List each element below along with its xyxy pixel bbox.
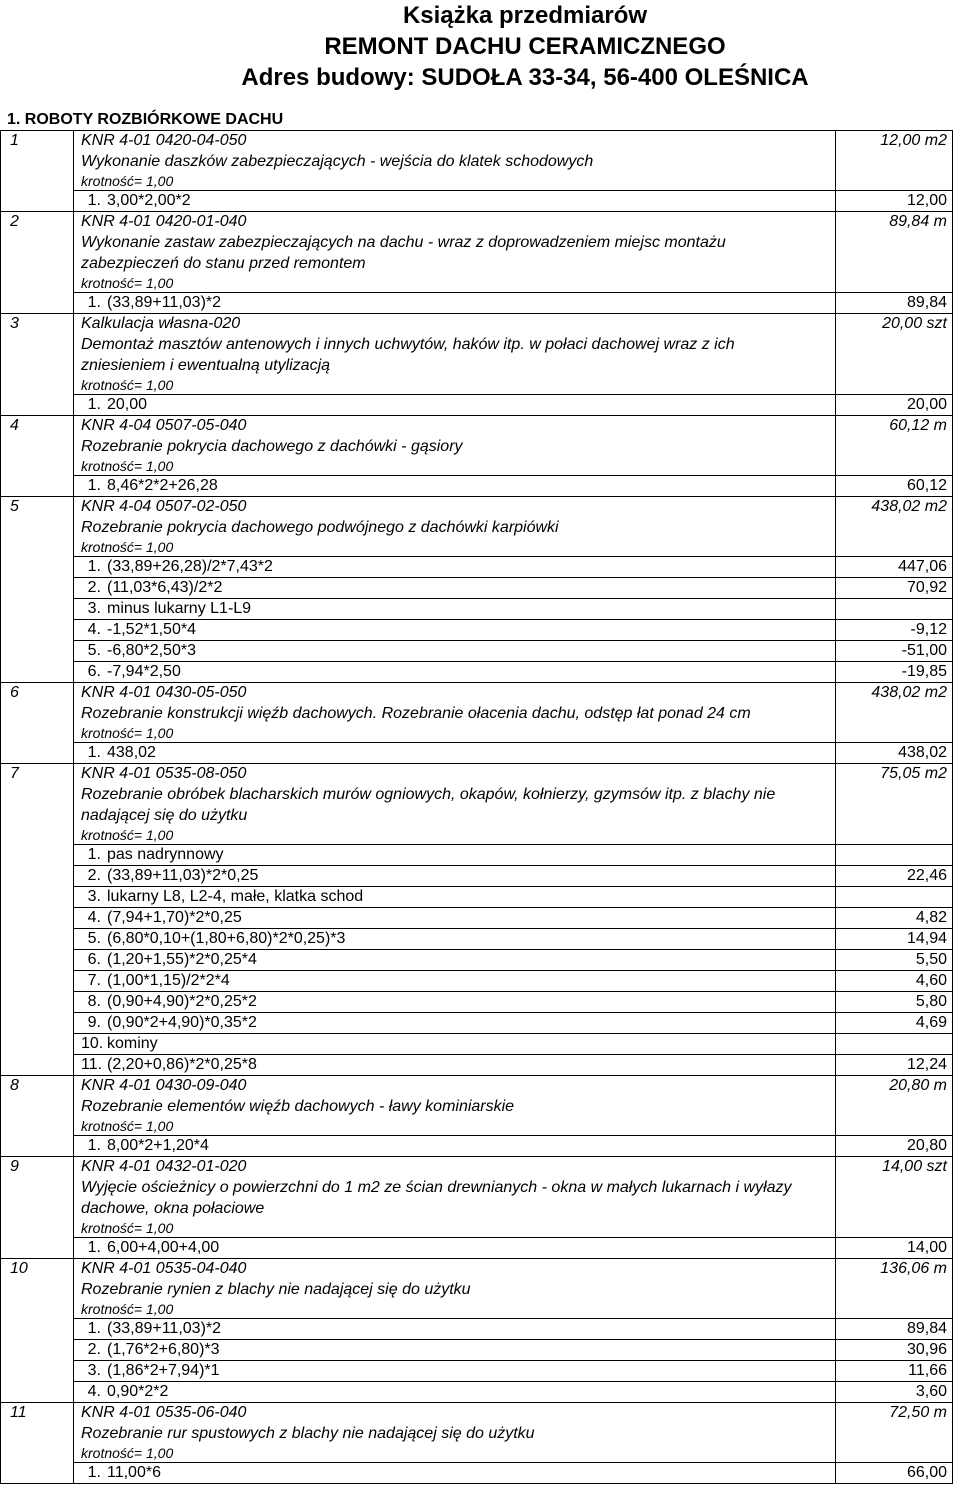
calc-value: 20,00 [906,396,947,413]
table-border [0,764,1,1075]
calc-value: 4,60 [915,972,947,989]
document-title [180,0,870,93]
calc-formula: pas nadrynnowy [107,846,224,863]
calc-row [73,598,953,619]
calc-index: 3. [87,600,101,617]
calc-formula: 6,00+4,00+4,00 [107,1239,220,1256]
item-description: Rozebranie pokrycia dachowego podwójnego z dachówki karpiówki [81,519,559,536]
item-header-row [0,1259,953,1279]
calc-index: 1. [87,1464,101,1481]
calc-row [73,475,953,496]
calc-index: 7. [87,972,101,989]
calc-row [73,991,953,1012]
calc-row [73,1033,953,1054]
item-code: KNR 4-01 0430-05-050 [81,684,247,701]
calc-formula: (1,00*1,15)/2*2*4 [107,972,230,989]
table-border [0,1259,1,1402]
calc-index: 1. [87,744,101,761]
title-line-3: Adres budowy: SUDOŁA 33-34, 56-400 OLEŚNICA [241,64,809,91]
calc-value: 14,94 [906,930,947,947]
calc-row [73,1360,953,1381]
calc-value: 12,00 [906,192,947,209]
item-code: KNR 4-04 0507-05-040 [81,417,247,434]
calc-index: 3. [87,888,101,905]
calc-formula: (33,89+11,03)*2*0,25 [107,867,259,884]
calc-index: 1. [87,1239,101,1256]
item-description: Rozebranie pokrycia dachowego z dachówki - gąsiory [81,438,463,455]
item-header-row [0,497,953,517]
calc-value: 89,84 [906,1320,947,1337]
calc-formula: 11,00*6 [107,1464,161,1481]
calc-value: 447,06 [898,558,947,575]
estimate-item [0,1156,953,1258]
calc-index: 2. [87,867,101,884]
item-header-row [0,416,953,436]
calc-row [73,1237,953,1258]
calc-formula: (2,20+0,86)*2*0,25*8 [107,1056,257,1073]
item-total: 20,00 szt [882,315,947,332]
calc-row [73,619,953,640]
item-description: Wykonanie zastaw zabezpieczających na dachu - wraz z doprowadzeniem miejsc montażu zabezpieczeń do stanu przed remontem [81,234,726,272]
calc-index: 1. [87,558,101,575]
item-description: Rozebranie obróbek blacharskich murów ogniowych, okapów, kołnierzy, gzymsów itp. z blachy nie nadającej się do użytku [81,786,776,824]
calc-value: 14,00 [906,1239,947,1256]
estimate-item [0,1258,953,1402]
estimate-item [0,211,953,313]
item-multiplier: krotność= 1,00 [81,539,174,555]
item-code: KNR 4-01 0420-04-050 [81,132,247,149]
calc-row [73,394,953,415]
calc-row [73,640,953,661]
item-total: 12,00 m2 [880,132,947,149]
calc-formula: (33,89+11,03)*2 [107,294,222,311]
calc-formula: (0,90+4,90)*2*0,25*2 [107,993,257,1010]
item-description: Rozebranie elementów więźb dachowych - ławy kominiarskie [81,1098,515,1115]
calc-row [73,1054,953,1075]
item-header-row [0,683,953,703]
item-total: 136,06 m [880,1260,947,1277]
table-border [0,497,1,682]
item-number: 3 [10,315,19,332]
calc-value: 20,80 [906,1137,947,1154]
title-line-1: Książka przedmiarów [402,2,648,29]
section-heading: 1. ROBOTY ROZBIÓRKOWE DACHU [7,111,284,128]
calc-row [73,661,953,682]
calc-row [73,1339,953,1360]
item-total: 438,02 m2 [871,498,947,515]
calc-value: 89,84 [906,294,947,311]
calc-index: 1. [87,477,101,494]
item-total: 60,12 m [889,417,947,434]
item-total: 14,00 szt [882,1158,947,1175]
calc-row [73,577,953,598]
calc-formula: (6,80*0,10+(1,80+6,80)*2*0,25)*3 [107,930,346,947]
calc-formula: (33,89+11,03)*2 [107,1320,222,1337]
item-number: 1 [10,132,19,149]
item-description: Rozebranie rur spustowych z blachy nie nadającej się do użytku [81,1425,535,1442]
calc-value: 4,69 [915,1014,947,1031]
calc-value: 22,46 [906,867,947,884]
calc-row [73,844,953,865]
calc-index: 1. [87,1137,101,1154]
item-code: KNR 4-01 0420-01-040 [81,213,247,230]
calc-value: -19,85 [901,663,947,680]
calc-row [73,949,953,970]
item-header-row [0,1076,953,1096]
calc-row [73,907,953,928]
calc-value: 30,96 [906,1341,947,1358]
calc-formula: 20,00 [107,396,148,413]
calc-value: 4,82 [915,909,947,926]
item-code: KNR 4-01 0535-08-050 [81,765,247,782]
item-number: 2 [10,213,19,230]
item-total: 20,80 m [889,1077,947,1094]
item-number: 6 [10,684,19,701]
item-number: 11 [10,1404,27,1421]
calc-value: 438,02 [898,744,947,761]
calc-formula: 438,02 [107,744,156,761]
calc-row [73,1135,953,1156]
item-number: 8 [10,1077,19,1094]
calc-value: -9,12 [910,621,947,638]
estimate-item [0,313,953,415]
calc-row [73,1381,953,1402]
item-header-row [0,314,953,334]
calc-value: 60,12 [906,477,947,494]
estimate-item [0,682,953,763]
calc-row [73,970,953,991]
calc-index: 1. [87,396,101,413]
item-multiplier: krotność= 1,00 [81,458,174,474]
item-multiplier: krotność= 1,00 [81,275,174,291]
item-multiplier: krotność= 1,00 [81,1301,174,1317]
item-number: 4 [10,417,19,434]
title-line-2: REMONT DACHU CERAMICZNEGO [324,33,726,60]
calc-row [73,1012,953,1033]
calc-formula: -1,52*1,50*4 [107,621,196,638]
calc-index: 6. [87,663,101,680]
calc-formula: 8,46*2*2+26,28 [107,477,218,494]
item-number: 5 [10,498,19,515]
item-multiplier: krotność= 1,00 [81,173,174,189]
calc-formula: (7,94+1,70)*2*0,25 [107,909,242,926]
estimate-item [0,415,953,496]
calc-value: -51,00 [901,642,947,659]
item-header-row [0,1157,953,1177]
calc-index: 1. [87,192,101,209]
calc-value: 11,66 [908,1362,947,1379]
item-total: 89,84 m [889,213,947,230]
calc-value: 5,50 [915,951,947,968]
calc-index: 1. [87,294,101,311]
calc-formula: (33,89+26,28)/2*7,43*2 [107,558,273,575]
calc-value: 70,92 [906,579,947,596]
calc-row [73,1318,953,1339]
estimate-item [0,1402,953,1484]
calc-index: 4. [87,1383,101,1400]
item-code: KNR 4-04 0507-02-050 [81,498,247,515]
calc-row [73,292,953,313]
calc-index: 11. [81,1056,103,1073]
item-multiplier: krotność= 1,00 [81,377,174,393]
calc-formula: -6,80*2,50*3 [107,642,196,659]
estimate-table [0,130,960,1484]
calc-value: 12,24 [906,1056,947,1073]
calc-index: 4. [87,621,101,638]
calc-formula: minus lukarny L1-L9 [107,600,252,617]
calc-index: 2. [87,1341,101,1358]
estimate-item [0,130,953,211]
calc-row [73,742,953,763]
item-total: 438,02 m2 [871,684,947,701]
item-multiplier: krotność= 1,00 [81,827,174,843]
calc-formula: 3,00*2,00*2 [107,192,191,209]
calc-index: 5. [87,642,101,659]
item-code: KNR 4-01 0430-09-040 [81,1077,247,1094]
calc-index: 2. [87,579,101,596]
calc-row [73,1462,953,1483]
estimate-item [0,1075,953,1156]
calc-formula: (1,86*2+7,94)*1 [107,1362,220,1379]
item-number: 7 [10,765,19,782]
item-multiplier: krotność= 1,00 [81,1220,174,1236]
calc-value: 3,60 [915,1383,947,1400]
item-total: 72,50 m [889,1404,947,1421]
calc-formula: lukarny L8, L2-4, małe, klatka schod [107,888,364,905]
item-description: Wyjęcie ościeżnicy o powierzchni do 1 m2 ze ścian drewnianych - okna w małych lukarnach i wyłazy dachowe, okna połaciowe [81,1179,792,1217]
calc-formula: (0,90*2+4,90)*0,35*2 [107,1014,257,1031]
calc-index: 8. [87,993,101,1010]
item-description: Demontaż masztów antenowych i innych uchwytów, haków itp. w połaci dachowej wraz z ich zniesieniem i ewentualną utylizacją [81,336,735,374]
calc-formula: 0,90*2*2 [107,1383,169,1400]
calc-formula: (1,76*2+6,80)*3 [107,1341,220,1358]
item-multiplier: krotność= 1,00 [81,725,174,741]
item-number: 10 [10,1260,28,1277]
item-multiplier: krotność= 1,00 [81,1445,174,1461]
calc-value: 5,80 [915,993,947,1010]
item-header-row [0,764,953,784]
item-total: 75,05 m2 [880,765,947,782]
item-header-row [0,212,953,232]
calc-index: 1. [87,1320,101,1337]
calc-formula: (1,20+1,55)*2*0,25*4 [107,951,257,968]
calc-index: 5. [87,930,101,947]
calc-formula: (11,03*6,43)/2*2 [107,579,223,596]
calc-formula: 8,00*2+1,20*4 [107,1137,209,1154]
calc-formula: kominy [107,1035,158,1052]
calc-formula: -7,94*2,50 [107,663,181,680]
calc-index: 4. [87,909,101,926]
item-header-row [0,131,953,151]
item-multiplier: krotność= 1,00 [81,1118,174,1134]
item-number: 9 [10,1158,19,1175]
item-code: KNR 4-01 0432-01-020 [81,1158,247,1175]
item-description: Rozebranie konstrukcji więźb dachowych. Rozebranie ołacenia dachu, odstęp łat ponad 24 cm [81,705,751,722]
item-description: Rozebranie rynien z blachy nie nadającej się do użytku [81,1281,471,1298]
calc-row [73,928,953,949]
calc-row [73,190,953,211]
estimate-item [0,763,953,1075]
calc-row [73,865,953,886]
calc-row [73,886,953,907]
calc-value: 66,00 [906,1464,947,1481]
calc-index: 10. [81,1035,104,1052]
calc-row [73,556,953,577]
calc-index: 9. [87,1014,101,1031]
calc-index: 6. [87,951,101,968]
calc-index: 1. [87,846,101,863]
item-description: Wykonanie daszków zabezpieczających - wejścia do klatek schodowych [81,153,594,170]
item-code: KNR 4-01 0535-04-040 [81,1260,247,1277]
item-code: Kalkulacja własna-020 [81,315,241,332]
estimate-item [0,496,953,682]
item-header-row [0,1403,953,1423]
item-code: KNR 4-01 0535-06-040 [81,1404,247,1421]
calc-index: 3. [87,1362,101,1379]
